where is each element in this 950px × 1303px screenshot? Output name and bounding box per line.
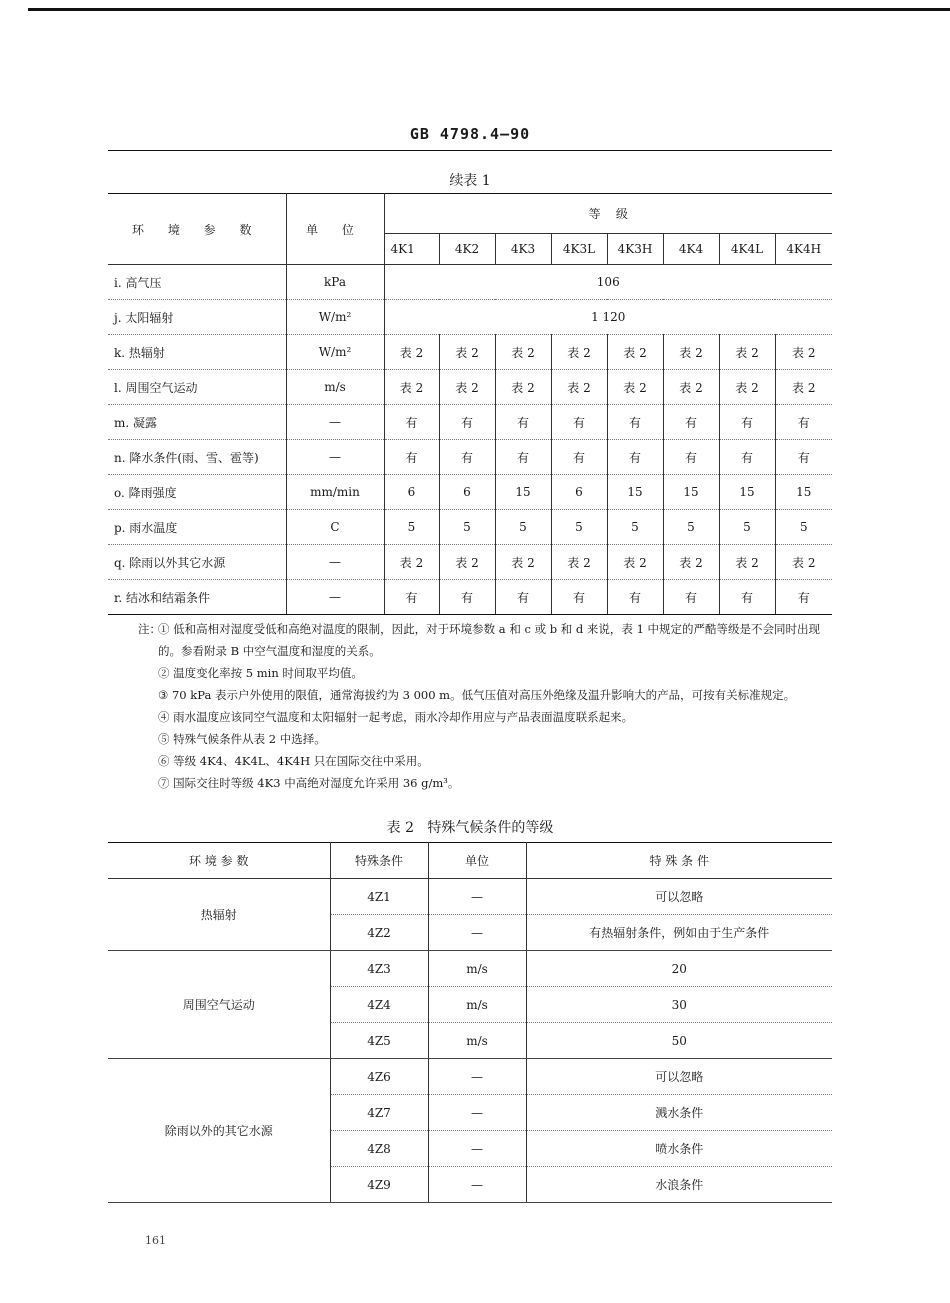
condition-cell: 溅水条件 (526, 1095, 832, 1131)
code-cell: 4Z7 (330, 1095, 428, 1131)
value-cell: 表 2 (607, 545, 663, 580)
unit-cell: m/s (428, 1023, 526, 1059)
value-cell: 5 (439, 510, 495, 545)
param-cell: o. 降雨强度 (108, 475, 286, 510)
table1-caption: 续表 1 (449, 173, 491, 189)
value-cell: 15 (719, 475, 775, 510)
value-cell: 有 (384, 440, 439, 475)
note-prefix (138, 750, 158, 772)
t2-header-unit: 单位 (428, 843, 526, 879)
unit-cell: — (286, 545, 384, 580)
value-cell: 表 2 (439, 545, 495, 580)
t2-header-param: 环 境 参 数 (108, 843, 330, 879)
param-cell: n. 降水条件(雨、雪、雹等) (108, 440, 286, 475)
param-header: 环 境 参 数 (108, 194, 286, 265)
unit-cell: — (286, 405, 384, 440)
code-cell: 4Z9 (330, 1167, 428, 1203)
table-row (108, 405, 832, 440)
group-param-cell: 周围空气运动 (108, 951, 330, 1059)
value-cell: 表 2 (775, 545, 832, 580)
condition-cell: 可以忽略 (526, 1059, 832, 1095)
value-cell: 表 2 (775, 335, 832, 370)
note-text: ① 低和高相对湿度受低和高绝对温度的限制，因此，对于环境参数 a 和 c 或 b 和 d 来说，表 1 中规定的严酷等级是不会同时出现的。参看附录 B 中空气温度和湿度的关系。 (158, 622, 821, 658)
condition-cell: 可以忽略 (526, 879, 832, 915)
param-cell: k. 热辐射 (108, 335, 286, 370)
code-cell: 4Z4 (330, 987, 428, 1023)
table-row (108, 475, 832, 510)
unit-cell: — (428, 1167, 526, 1203)
page-number: 161 (145, 1234, 166, 1247)
value-cell: 表 2 (719, 370, 775, 405)
value-cell: 6 (551, 475, 607, 510)
value-cell: 表 2 (775, 370, 832, 405)
table-row (108, 265, 832, 300)
value-cell: 6 (439, 475, 495, 510)
table-row (108, 300, 832, 335)
value-cell: 有 (439, 440, 495, 475)
unit-cell: — (428, 879, 526, 915)
note-prefix (138, 662, 158, 684)
special-climate-table (108, 842, 832, 1203)
value-cell: 有 (775, 580, 832, 615)
group-param-cell: 除雨以外的其它水源 (108, 1059, 330, 1203)
value-cell: 表 2 (495, 545, 551, 580)
code-cell: 4Z1 (330, 879, 428, 915)
note-item (138, 706, 838, 728)
param-cell: l. 周围空气运动 (108, 370, 286, 405)
condition-cell: 水浪条件 (526, 1167, 832, 1203)
group-param-cell: 热辐射 (108, 879, 330, 951)
note-item (138, 662, 838, 684)
value-cell: 5 (551, 510, 607, 545)
note-prefix (138, 706, 158, 728)
param-cell: r. 结冰和结霜条件 (108, 580, 286, 615)
table-row (108, 879, 832, 915)
value-cell: 有 (439, 405, 495, 440)
param-cell: i. 高气压 (108, 265, 286, 300)
table-row (108, 1059, 832, 1095)
grade-col-header: 4K1 (384, 234, 439, 265)
unit-cell: mm/min (286, 475, 384, 510)
unit-cell: — (286, 580, 384, 615)
value-span-cell: 1 120 (384, 300, 832, 335)
value-cell: 有 (551, 405, 607, 440)
note-prefix: 注： (138, 622, 161, 636)
value-cell: 有 (607, 440, 663, 475)
value-cell: 有 (719, 405, 775, 440)
value-cell: 15 (607, 475, 663, 510)
value-cell: 表 2 (607, 370, 663, 405)
unit-cell: W/m² (286, 335, 384, 370)
note-text: ⑤ 特殊气候条件从表 2 中选择。 (158, 732, 326, 746)
t2-header-code: 特殊条件 (330, 843, 428, 879)
code-cell: 4Z2 (330, 915, 428, 951)
note-text: ② 温度变化率按 5 min 时间取平均值。 (158, 666, 363, 680)
note-item (138, 684, 838, 706)
value-cell: 5 (495, 510, 551, 545)
value-cell: 5 (719, 510, 775, 545)
note-text: ⑥ 等级 4K4、4K4L、4K4H 只在国际交往中采用。 (158, 754, 429, 768)
table-row (108, 510, 832, 545)
grade-col-header: 4K4L (719, 234, 775, 265)
header-rule (108, 150, 832, 151)
note-item (138, 618, 838, 662)
value-cell: 6 (384, 475, 439, 510)
unit-cell: C (286, 510, 384, 545)
condition-cell: 有热辐射条件，例如由于生产条件 (526, 915, 832, 951)
note-item (138, 750, 838, 772)
value-cell: 5 (663, 510, 719, 545)
table1-notes (138, 618, 838, 794)
note-prefix (138, 772, 158, 794)
value-cell: 表 2 (495, 370, 551, 405)
table-row (108, 335, 832, 370)
grade-col-header: 4K3H (607, 234, 663, 265)
value-cell: 表 2 (607, 335, 663, 370)
condition-cell: 50 (526, 1023, 832, 1059)
note-prefix (138, 728, 158, 750)
table-row (108, 440, 832, 475)
value-cell: 表 2 (663, 335, 719, 370)
grade-header: 等 级 (384, 194, 832, 234)
unit-cell: m/s (428, 951, 526, 987)
grade-col-header: 4K3 (495, 234, 551, 265)
param-cell: q. 除雨以外其它水源 (108, 545, 286, 580)
value-cell: 5 (384, 510, 439, 545)
unit-cell: — (428, 1059, 526, 1095)
value-cell: 有 (495, 440, 551, 475)
value-cell: 表 2 (384, 370, 439, 405)
value-cell: 表 2 (384, 335, 439, 370)
document-header: GB 4798.4—90 (409, 125, 531, 143)
value-cell: 表 2 (719, 335, 775, 370)
value-cell: 表 2 (663, 545, 719, 580)
code-cell: 4Z3 (330, 951, 428, 987)
grade-col-header: 4K4H (775, 234, 832, 265)
value-cell: 有 (775, 405, 832, 440)
condition-cell: 喷水条件 (526, 1131, 832, 1167)
note-text: ④ 雨水温度应该同空气温度和太阳辐射一起考虑，雨水冷却作用应与产品表面温度联系起来。 (158, 710, 634, 724)
value-cell: 有 (719, 580, 775, 615)
value-cell: 有 (384, 580, 439, 615)
t2-header-condition: 特 殊 条 件 (526, 843, 832, 879)
value-cell: 15 (775, 475, 832, 510)
value-cell: 有 (384, 405, 439, 440)
condition-cell: 20 (526, 951, 832, 987)
value-cell: 15 (495, 475, 551, 510)
value-cell: 有 (719, 440, 775, 475)
unit-header: 单 位 (286, 194, 384, 265)
param-cell: j. 太阳辐射 (108, 300, 286, 335)
unit-cell: — (428, 1131, 526, 1167)
top-rule (28, 8, 950, 11)
table-row (108, 951, 832, 987)
grade-col-header: 4K3L (551, 234, 607, 265)
code-cell: 4Z8 (330, 1131, 428, 1167)
condition-cell: 30 (526, 987, 832, 1023)
table2-caption: 表 2 特殊气候条件的等级 (386, 820, 554, 836)
environment-parameter-table (108, 193, 832, 615)
value-cell: 有 (663, 580, 719, 615)
value-cell: 表 2 (439, 370, 495, 405)
note-text: ⑦ 国际交往时等级 4K3 中高绝对湿度允许采用 36 g/m³。 (158, 776, 460, 790)
value-cell: 表 2 (551, 545, 607, 580)
value-cell: 表 2 (495, 335, 551, 370)
value-cell: 表 2 (551, 370, 607, 405)
value-cell: 有 (607, 405, 663, 440)
value-cell: 有 (495, 405, 551, 440)
code-cell: 4Z5 (330, 1023, 428, 1059)
value-cell: 表 2 (384, 545, 439, 580)
note-item (138, 728, 838, 750)
table-row (108, 545, 832, 580)
value-cell: 有 (439, 580, 495, 615)
value-span-cell: 106 (384, 265, 832, 300)
value-cell: 有 (551, 440, 607, 475)
unit-cell: m/s (428, 987, 526, 1023)
note-item (138, 772, 838, 794)
unit-cell: m/s (286, 370, 384, 405)
table-row (108, 370, 832, 405)
value-cell: 表 2 (719, 545, 775, 580)
value-cell: 有 (663, 440, 719, 475)
note-prefix (138, 684, 158, 706)
value-cell: 有 (775, 440, 832, 475)
note-text: ③ 70 kPa 表示户外使用的限值，通常海拔约为 3 000 m。低气压值对高压外绝缘及温升影响大的产品，可按有关标准规定。 (158, 688, 796, 702)
grade-col-header: 4K2 (439, 234, 495, 265)
unit-cell: kPa (286, 265, 384, 300)
value-cell: 有 (551, 580, 607, 615)
unit-cell: — (428, 1095, 526, 1131)
value-cell: 15 (663, 475, 719, 510)
code-cell: 4Z6 (330, 1059, 428, 1095)
value-cell: 表 2 (551, 335, 607, 370)
value-cell: 有 (663, 405, 719, 440)
value-cell: 有 (495, 580, 551, 615)
unit-cell: — (286, 440, 384, 475)
param-cell: p. 雨水温度 (108, 510, 286, 545)
param-cell: m. 凝露 (108, 405, 286, 440)
unit-cell: W/m² (286, 300, 384, 335)
table-row (108, 580, 832, 615)
unit-cell: — (428, 915, 526, 951)
grade-col-header: 4K4 (663, 234, 719, 265)
value-cell: 表 2 (663, 370, 719, 405)
value-cell: 表 2 (439, 335, 495, 370)
value-cell: 有 (607, 580, 663, 615)
value-cell: 5 (607, 510, 663, 545)
value-cell: 5 (775, 510, 832, 545)
